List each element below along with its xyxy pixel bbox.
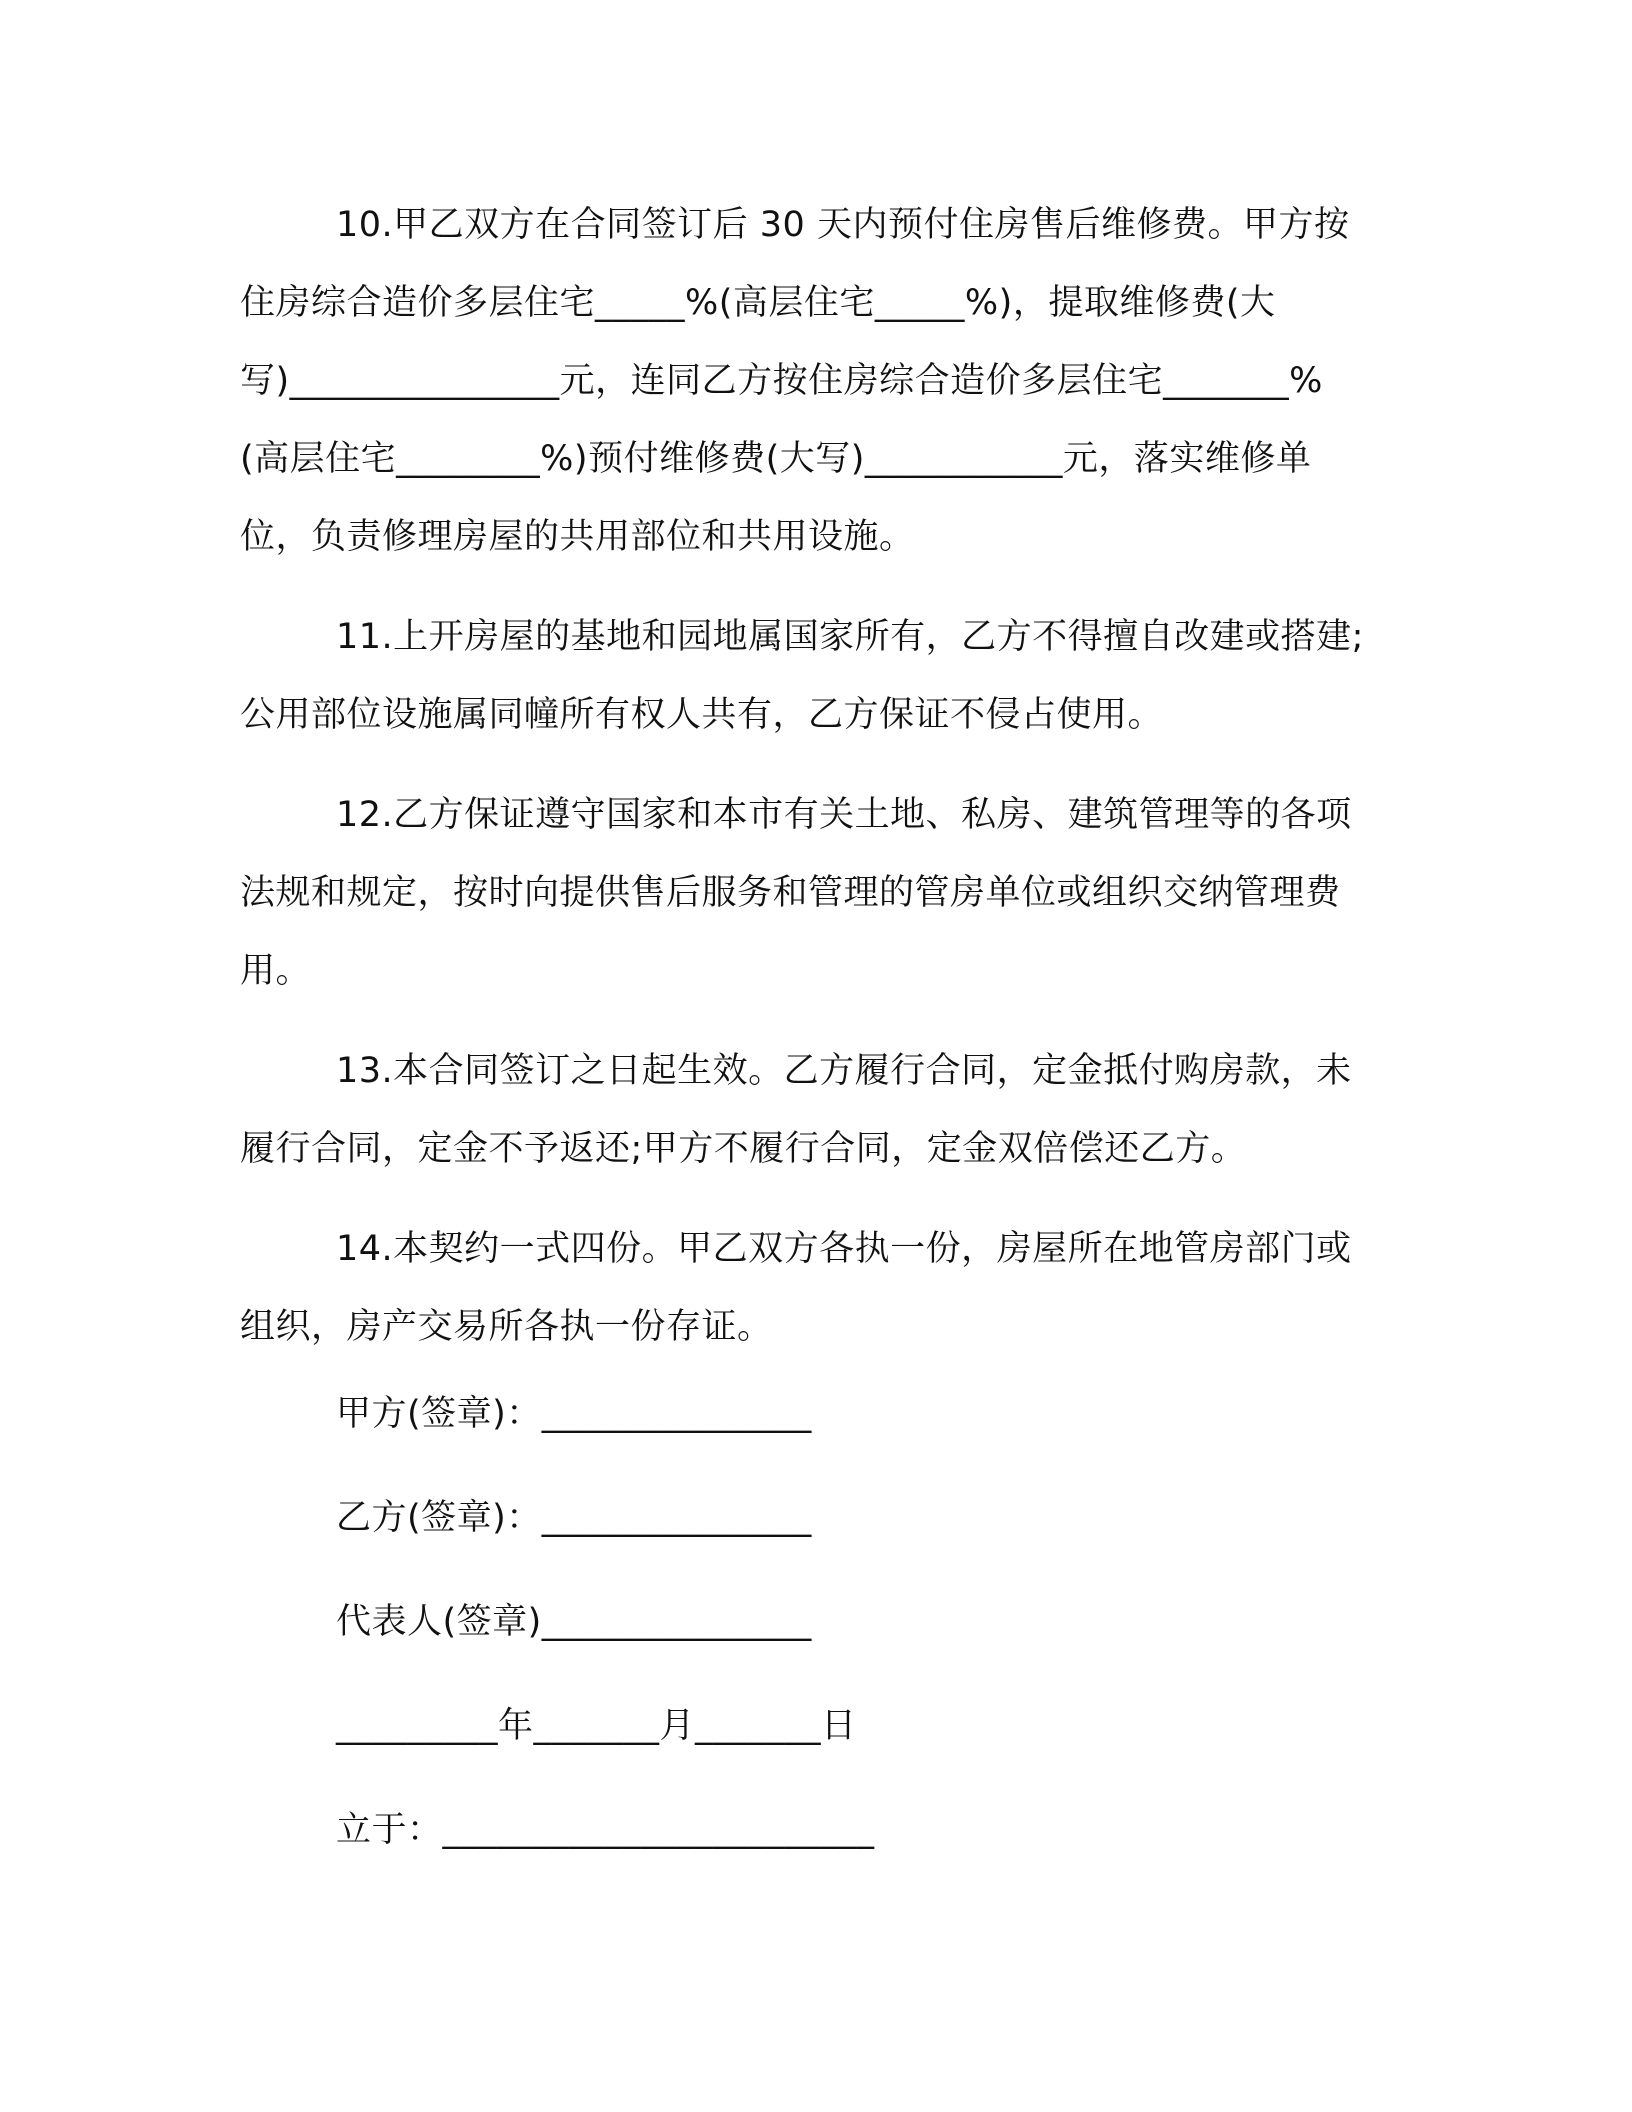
representative-signature: 代表人(签章)_______________ xyxy=(336,1602,812,1642)
clause-10: 10.甲乙双方在合同签订后 30 天内预付住房售后维修费。甲方按住房综合造价多层住宅_____%(高层住宅_____%)，提取维修费(大写)_______________元，连同乙方按住房综合造价多层住宅_______%(高层住宅________%)预付维修费(大写)___________元，落实维修单位，负责修理房屋的共用部位和共用设施。 xyxy=(240,205,1350,557)
signature-block xyxy=(240,1388,1370,1856)
clause-11: 11.上开房屋的基地和园地属国家所有，乙方不得擅自改建或搭建;公用部位设施属同幢所有权人共有，乙方保证不侵占使用。 xyxy=(240,617,1364,735)
party-b-signature: 乙方(签章)：_______________ xyxy=(336,1498,812,1538)
signing-date: _________年_______月_______日 xyxy=(336,1706,857,1746)
clause-14: 14.本契约一式四份。甲乙双方各执一份，房屋所在地管房部门或组织，房产交易所各执一份存证。 xyxy=(240,1229,1352,1347)
contract-body xyxy=(240,186,1370,1908)
signing-place: 立于：________________________ xyxy=(336,1810,875,1850)
clause-12: 12.乙方保证遵守国家和本市有关土地、私房、建筑管理等的各项法规和规定，按时向提供售后服务和管理的管房单位或组织交纳管理费用。 xyxy=(240,795,1352,991)
clause-13: 13.本合同签订之日起生效。乙方履行合同，定金抵付购房款，未履行合同，定金不予返还;甲方不履行合同，定金双倍偿还乙方。 xyxy=(240,1051,1352,1169)
party-a-signature: 甲方(签章)：_______________ xyxy=(336,1394,812,1434)
